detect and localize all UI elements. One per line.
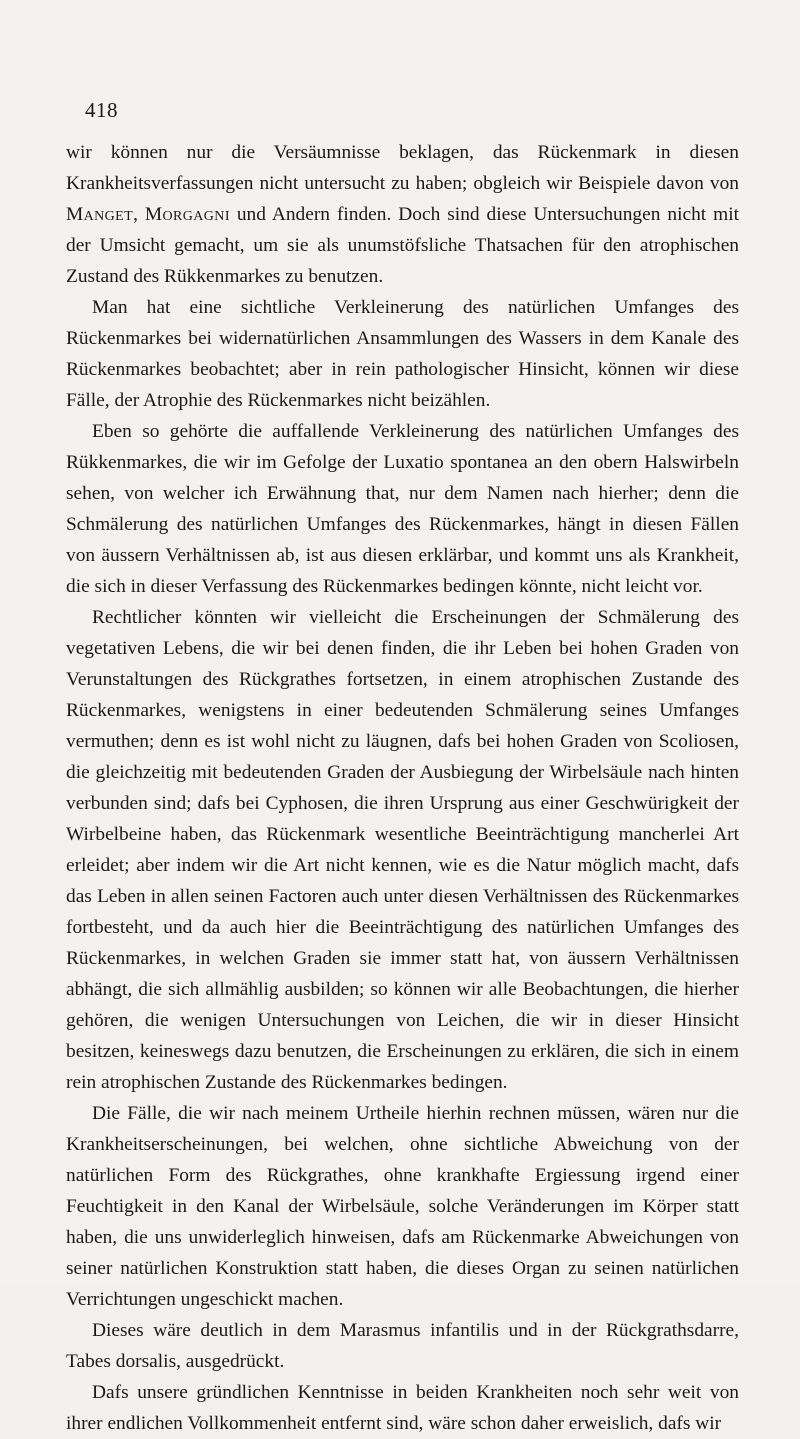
text-run: Rechtlicher könnten wir vielleicht die Erscheinungen der Schmälerung des vegetativen Lebens, die wir bei denen finden, die ihr Leben bei hohen Graden von Verunstaltungen des Rückgrathes fortsetzen, in einem atrophischen Zustande des Rückenmarkes, wenigstens in einer bedeutenden Schmälerung seines Umfanges vermuthen; denn es ist wohl nicht zu läugnen, dafs bei hohen Graden von Scoliosen, die gleichzeitig mit bedeutenden Graden der Ausbiegung der Wirbelsäule nach hinten verbunden sind; dafs bei Cyphosen, die ihren Ursprung aus einer Geschwürigkeit der Wirbelbeine haben, das Rückenmark wesentliche Beeinträchtigung mancherlei Art erleidet; aber indem wir die Art nicht kennen, wie es die Natur möglich macht, dafs das Leben in allen seinen Factoren auch unter diesen Verhältnissen des Rückenmarkes fortbesteht, und da auch hier die Beeinträchtigung des natürlichen Umfanges des Rückenmarkes, in welchen Graden sie immer statt hat, von äussern Verhältnissen abhängt, die sich allmählig ausbilden; so können wir alle Beobachtungen, die hierher gehören, die wenigen Untersuchungen von Leichen, die wir in dieser Hinsicht besitzen, keineswegs dazu benutzen, die Erscheinungen zu erklären, die sich in einem rein atrophischen Zustande des Rückenmarkes bedingen. <box>66 607 739 1093</box>
author-name: Morgagni <box>144 204 230 225</box>
author-name: Manget <box>66 204 134 225</box>
body-text <box>66 137 739 1439</box>
paragraph <box>66 1377 739 1439</box>
text-run: und Andern finden. Doch sind diese Untersuchungen nicht mit der Umsicht gemacht, um sie als unumstöfsliche Thatsachen für den atrophischen Zustand des Rükkenmarkes zu benutzen. <box>66 204 739 287</box>
page-number: 418 <box>85 98 118 122</box>
paragraph <box>66 292 739 416</box>
paragraph <box>66 137 739 292</box>
text-run: Man hat eine sichtliche Verkleinerung des natürlichen Umfanges des Rückenmarkes bei widernatürlichen Ansammlungen des Wassers in dem Kanale des Rückenmarkes beobachtet; aber in rein pathologischer Hinsicht, können wir diese Fälle, der Atrophie des Rückenmarkes nicht beizählen. <box>66 297 739 411</box>
paragraph <box>66 416 739 602</box>
text-run: , <box>133 204 145 225</box>
paragraph <box>66 1098 739 1315</box>
paragraph <box>66 602 739 1098</box>
text-run: Dafs unsere gründlichen Kenntnisse in beiden Krankheiten noch sehr weit von ihrer endlichen Vollkommenheit entfernt sind, wäre schon daher erweislich, dafs wir <box>66 1382 739 1434</box>
text-run: Die Fälle, die wir nach meinem Urtheile hierhin rechnen müssen, wären nur die Krankheitserscheinungen, bei welchen, ohne sichtliche Abweichung von der natürlichen Form des Rückgrathes, ohne krankhafte Ergiessung irgend einer Feuchtigkeit in den Kanal der Wirbelsäule, solche Veränderungen im Körper statt haben, die uns unwiderleglich hinweisen, dafs am Rückenmarke Abweichungen von seiner natürlichen Konstruktion statt haben, die dieses Organ zu seinen natürlichen Verrichtungen ungeschickt machen. <box>66 1103 739 1310</box>
paragraph <box>66 1315 739 1377</box>
text-run: wir können nur die Versäumnisse beklagen, das Rückenmark in diesen Krankheitsverfassungen nicht untersucht zu haben; obgleich wir Beispiele davon von <box>66 142 739 194</box>
text-run: Dieses wäre deutlich in dem Marasmus infantilis und in der Rückgrathsdarre, Tabes dorsalis, ausgedrückt. <box>66 1320 739 1372</box>
text-run: Eben so gehörte die auffallende Verkleinerung des natürlichen Umfanges des Rükkenmarkes, die wir im Gefolge der Luxatio spontanea an den obern Halswirbeln sehen, von welcher ich Erwähnung that, nur dem Namen nach hierher; denn die Schmälerung des natürlichen Umfanges des Rückenmarkes, hängt in diesen Fällen von äussern Verhältnissen ab, ist aus diesen erklärbar, und kommt uns als Krankheit, die sich in dieser Verfassung des Rückenmarkes bedingen könnte, nicht leicht vor. <box>66 421 739 597</box>
